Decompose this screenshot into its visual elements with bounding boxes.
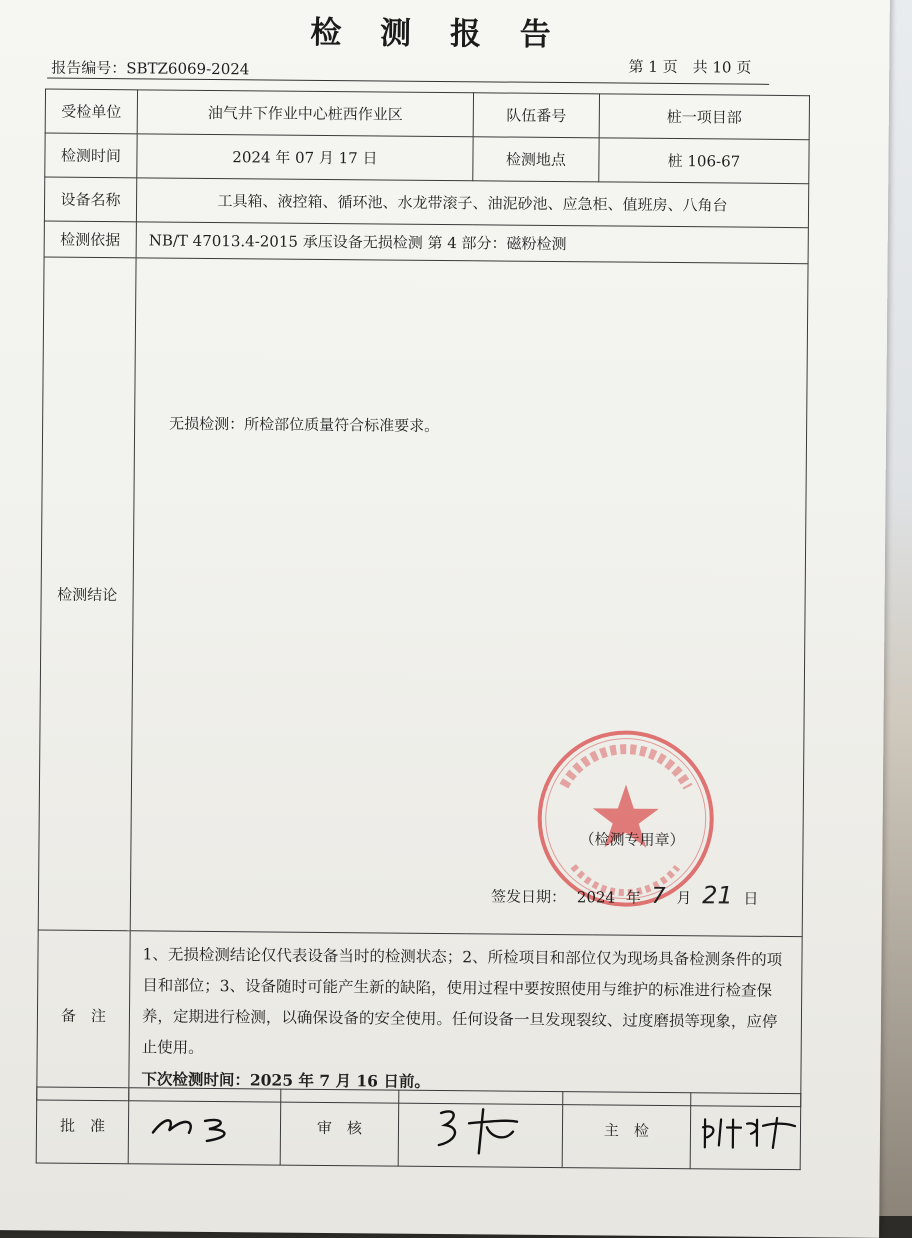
page-info: 第 1 页 共 10 页	[628, 57, 752, 77]
report-title: 检 测 报 告	[310, 14, 565, 54]
review-label: 审 核	[280, 1089, 399, 1166]
remarks-label: 备 注	[37, 930, 130, 1101]
month-unit: 月	[676, 889, 692, 908]
issue-day: 21	[702, 881, 733, 910]
test-location-label: 检测地点	[473, 137, 599, 182]
report-number-label: 报告编号：	[51, 58, 127, 78]
equipment-value: 工具箱、液控箱、循环池、水龙带滚子、油泥砂池、应急柜、值班房、八角台	[136, 178, 808, 228]
reviewer-signature-icon	[420, 1100, 540, 1157]
inspected-unit-value: 油气井下作业中心桩西作业区	[137, 90, 473, 137]
day-unit: 日	[743, 889, 759, 908]
report-number	[51, 57, 249, 80]
team-no-label: 队伍番号	[473, 93, 599, 138]
report-number-value: SBTZ6069-2024	[126, 59, 250, 79]
inspector-signature	[690, 1093, 801, 1170]
table-row	[45, 89, 809, 140]
test-time-value: 2024 年 07 月 17 日	[137, 134, 473, 181]
basis-value: NB/T 47013.4-2015 承压设备无损检测 第 4 部分：磁粉检测	[136, 222, 808, 264]
signature-table	[36, 1086, 802, 1170]
inspected-unit-label: 受检单位	[45, 89, 137, 134]
inspector-signature-icon	[697, 1109, 801, 1154]
year-unit: 年	[625, 888, 641, 907]
issue-date	[491, 879, 765, 909]
seal-label: （检测专用章）	[579, 830, 685, 850]
approver-signature-icon	[144, 1106, 264, 1147]
table-row	[44, 177, 808, 228]
test-location-value: 桩 106-67	[599, 138, 809, 184]
issue-year: 2024	[576, 888, 616, 907]
inspector-label: 主 检	[562, 1092, 691, 1169]
report-table	[36, 89, 810, 1108]
table-row	[45, 133, 809, 184]
conclusion-row	[38, 257, 808, 937]
issue-date-label: 签发日期：	[490, 887, 567, 907]
conclusion-label: 检测结论	[38, 257, 136, 931]
team-no-value: 桩一项目部	[599, 94, 809, 140]
remarks-text: 1、无损检测结论仅代表设备当时的检测状态；2、所检项目和部位仅为现场具备检测条件的项目和部位；3、设备随时可能产生新的缺陷，使用过程中要按照使用与维护的标准进行检查保养，定期进行检测，以确保设备的安全使用。任何设备一旦发现裂纹、过度磨损等现象，应停止使用。	[141, 945, 783, 1057]
review-signature	[398, 1090, 563, 1167]
approve-signature	[128, 1088, 281, 1165]
approve-label: 批 准	[36, 1087, 129, 1164]
header-rule	[47, 78, 769, 85]
remarks-cell	[129, 931, 802, 1107]
issue-month: 7	[651, 883, 666, 909]
test-time-label: 检测时间	[45, 133, 137, 178]
remarks-row	[37, 930, 802, 1107]
basis-label: 检测依据	[44, 221, 136, 258]
next-test-date: 下次检测时间：2025 年 7 月 16 日前。	[141, 1069, 430, 1091]
signature-row	[36, 1087, 801, 1170]
conclusion-cell	[130, 258, 808, 937]
conclusion-text: 无损检测：所检部位质量符合标准要求。	[169, 414, 440, 435]
equipment-label: 设备名称	[44, 177, 136, 222]
